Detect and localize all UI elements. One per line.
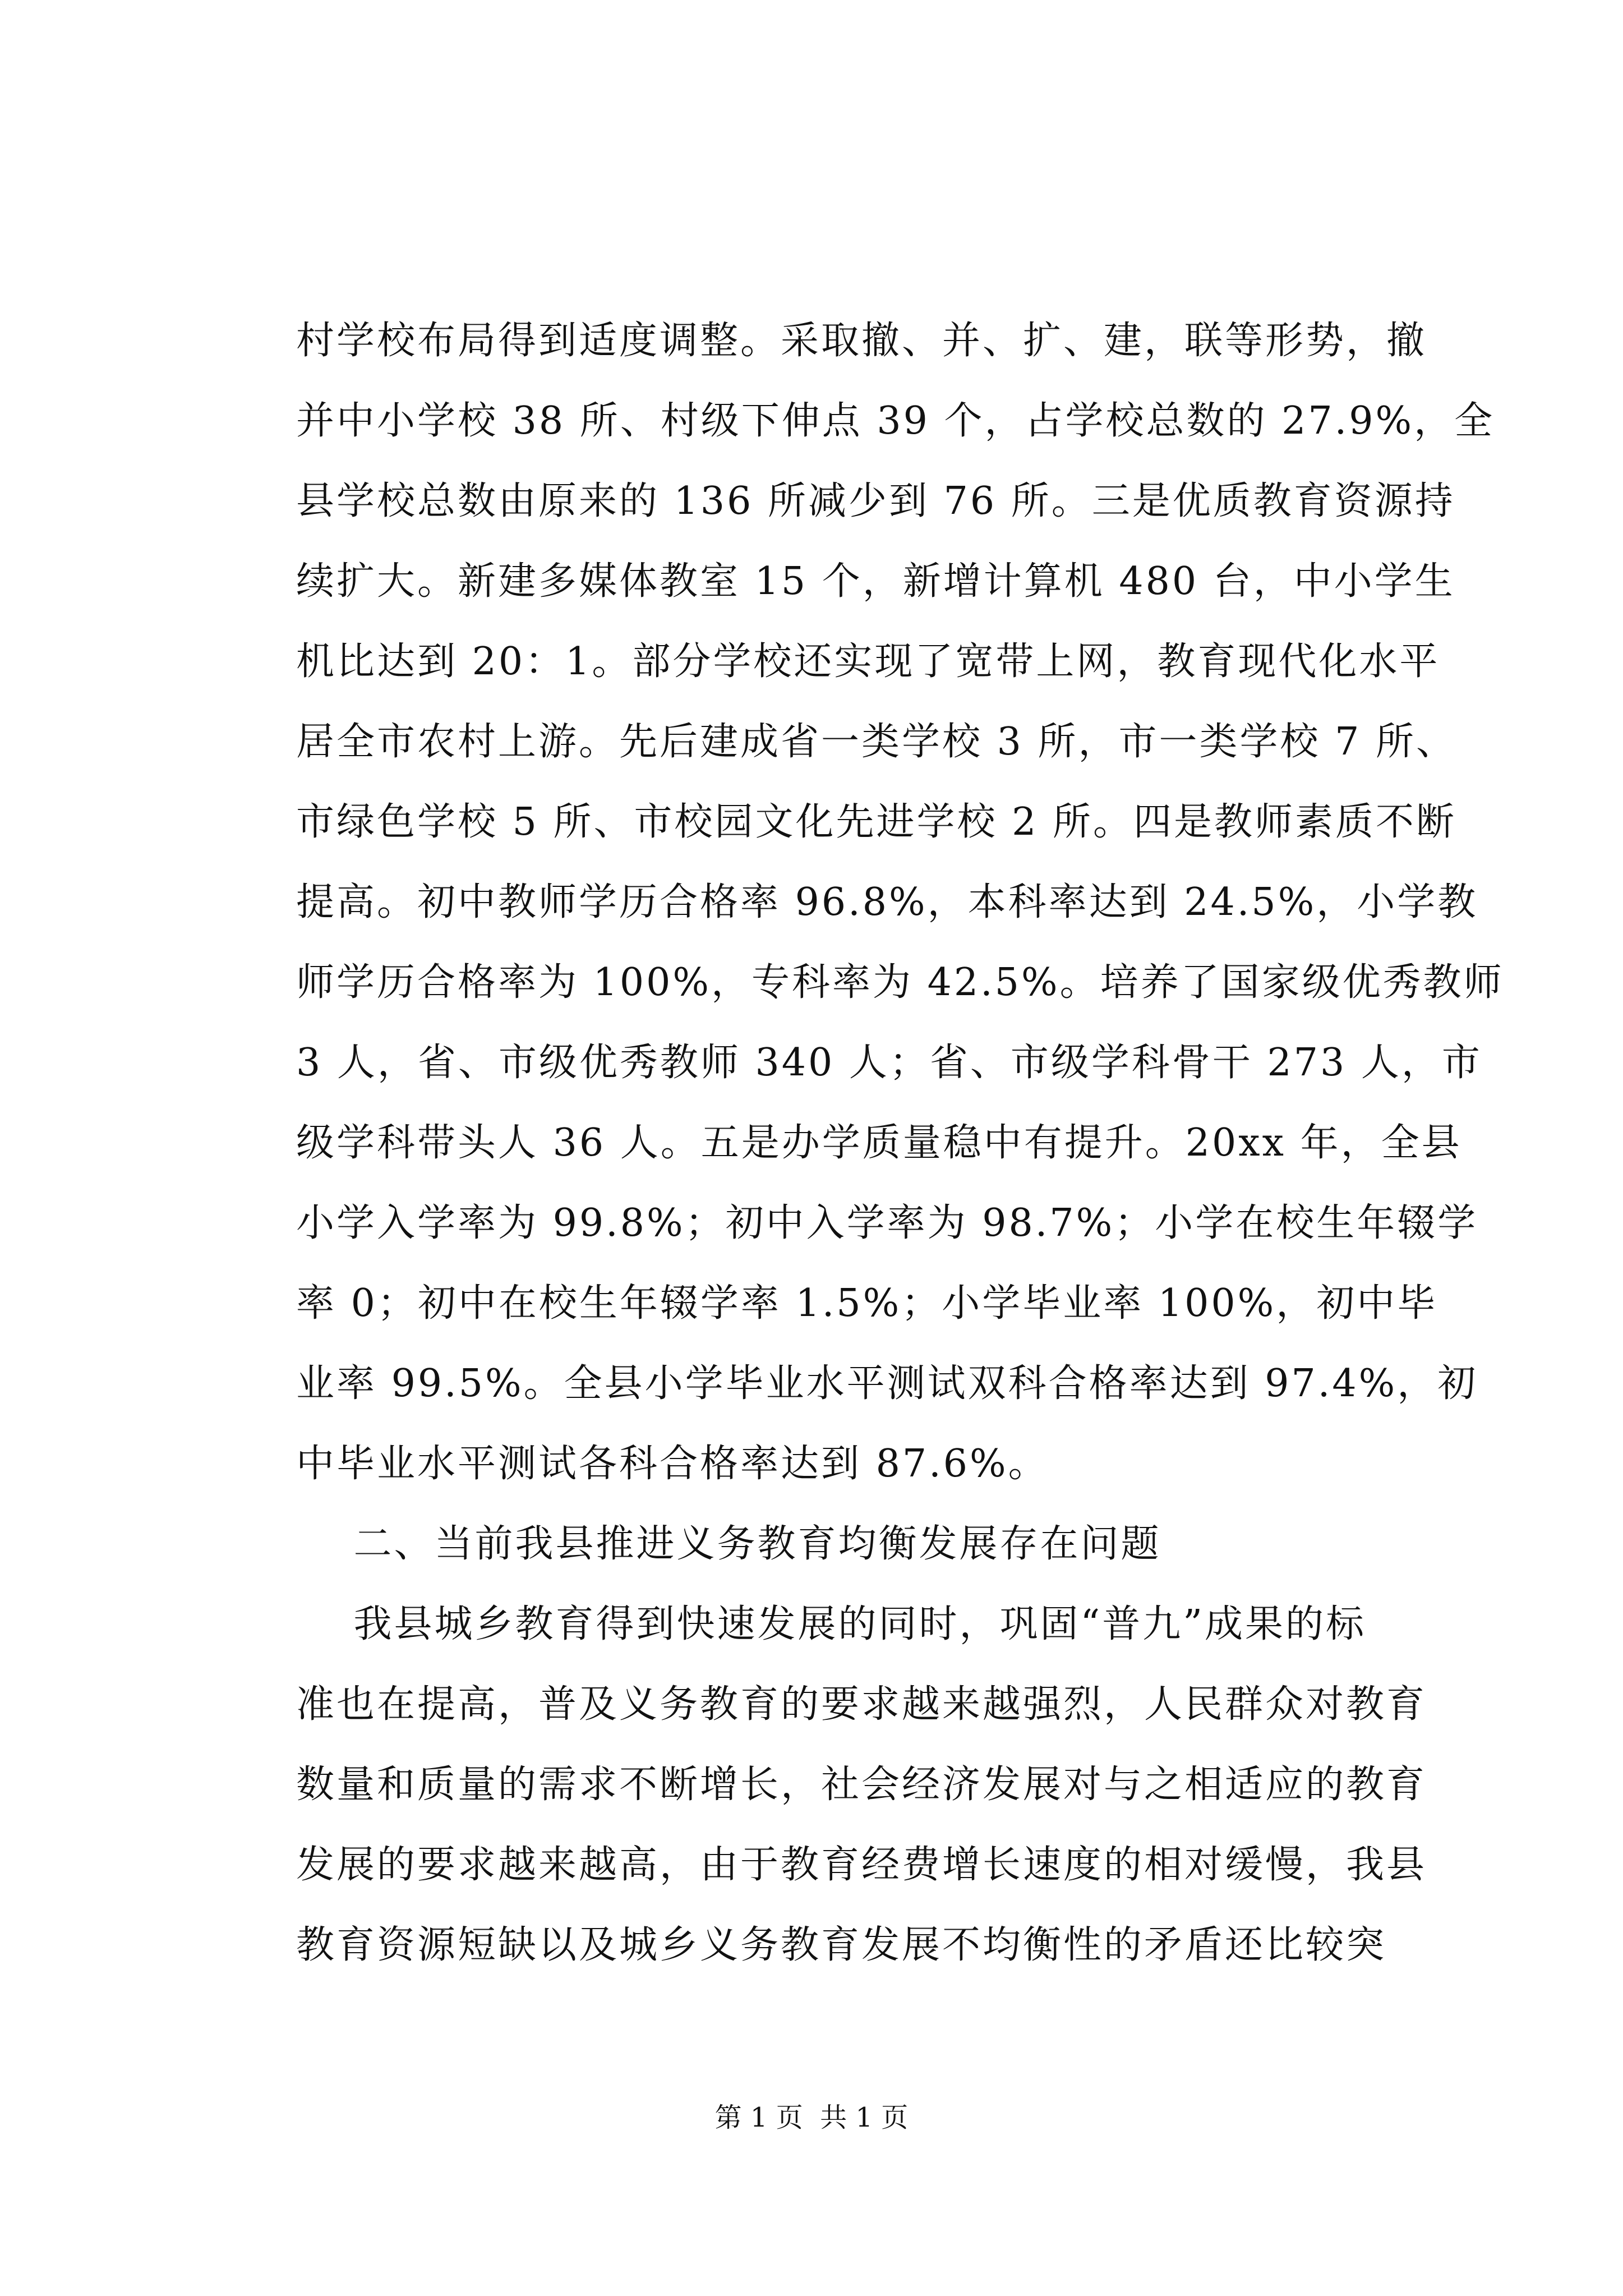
text-line: 居全市农村上游。先后建成省一类学校 3 所，市一类学校 7 所、	[296, 720, 1456, 764]
section-heading: 二、当前我县推进义务教育均衡发展存在问题	[296, 1522, 1161, 1566]
text-line: 村学校布局得到适度调整。采取撤、并、扩、建，联等形势，撤	[296, 319, 1427, 363]
text-line: 县学校总数由原来的 136 所减少到 76 所。三是优质教育资源持	[296, 479, 1455, 523]
text-line: 续扩大。新建多媒体教室 15 个，新增计算机 480 台，中小学生	[296, 559, 1455, 604]
text-line: 并中小学校 38 所、村级下伸点 39 个，占学校总数的 27.9%，全	[296, 399, 1495, 443]
text-line: 发展的要求越来越高，由于教育经费增长速度的相对缓慢，我县	[296, 1843, 1427, 1887]
page-footer	[0, 2101, 1623, 2134]
text-line: 率 0；初中在校生年辍学率 1.5%；小学毕业率 100%，初中毕	[296, 1281, 1438, 1326]
text-line: 教育资源短缺以及城乡义务教育发展不均衡性的矛盾还比较突	[296, 1923, 1387, 1967]
text-line: 市绿色学校 5 所、市校园文化先进学校 2 所。四是教师素质不断	[296, 800, 1456, 844]
document-body	[296, 301, 1504, 1985]
page-number-label: 第 1 页 共 1 页	[714, 2102, 909, 2133]
text-line: 3 人，省、市级优秀教师 340 人；省、市级学科骨干 273 人，市	[296, 1041, 1482, 1085]
text-line: 师学历合格率为 100%，专科率为 42.5%。培养了国家级优秀教师	[296, 960, 1504, 1005]
text-line: 我县城乡教育得到快速发展的同时，巩固“普九”成果的标	[296, 1602, 1366, 1646]
text-line: 小学入学率为 99.8%；初中入学率为 98.7%；小学在校生年辍学	[296, 1201, 1478, 1245]
text-line: 中毕业水平测试各科合格率达到 87.6%。	[296, 1442, 1049, 1486]
text-line: 业率 99.5%。全县小学毕业水平测试双科合格率达到 97.4%，初	[296, 1361, 1478, 1406]
text-line: 提高。初中教师学历合格率 96.8%，本科率达到 24.5%，小学教	[296, 880, 1478, 924]
text-line: 准也在提高，普及义务教育的要求越来越强烈，人民群众对教育	[296, 1682, 1427, 1727]
text-line: 机比达到 20：1。部分学校还实现了宽带上网，教育现代化水平	[296, 639, 1440, 684]
text-line: 数量和质量的需求不断增长，社会经济发展对与之相适应的教育	[296, 1763, 1427, 1807]
text-line: 级学科带头人 36 人。五是办学质量稳中有提升。20xx 年，全县	[296, 1121, 1462, 1165]
